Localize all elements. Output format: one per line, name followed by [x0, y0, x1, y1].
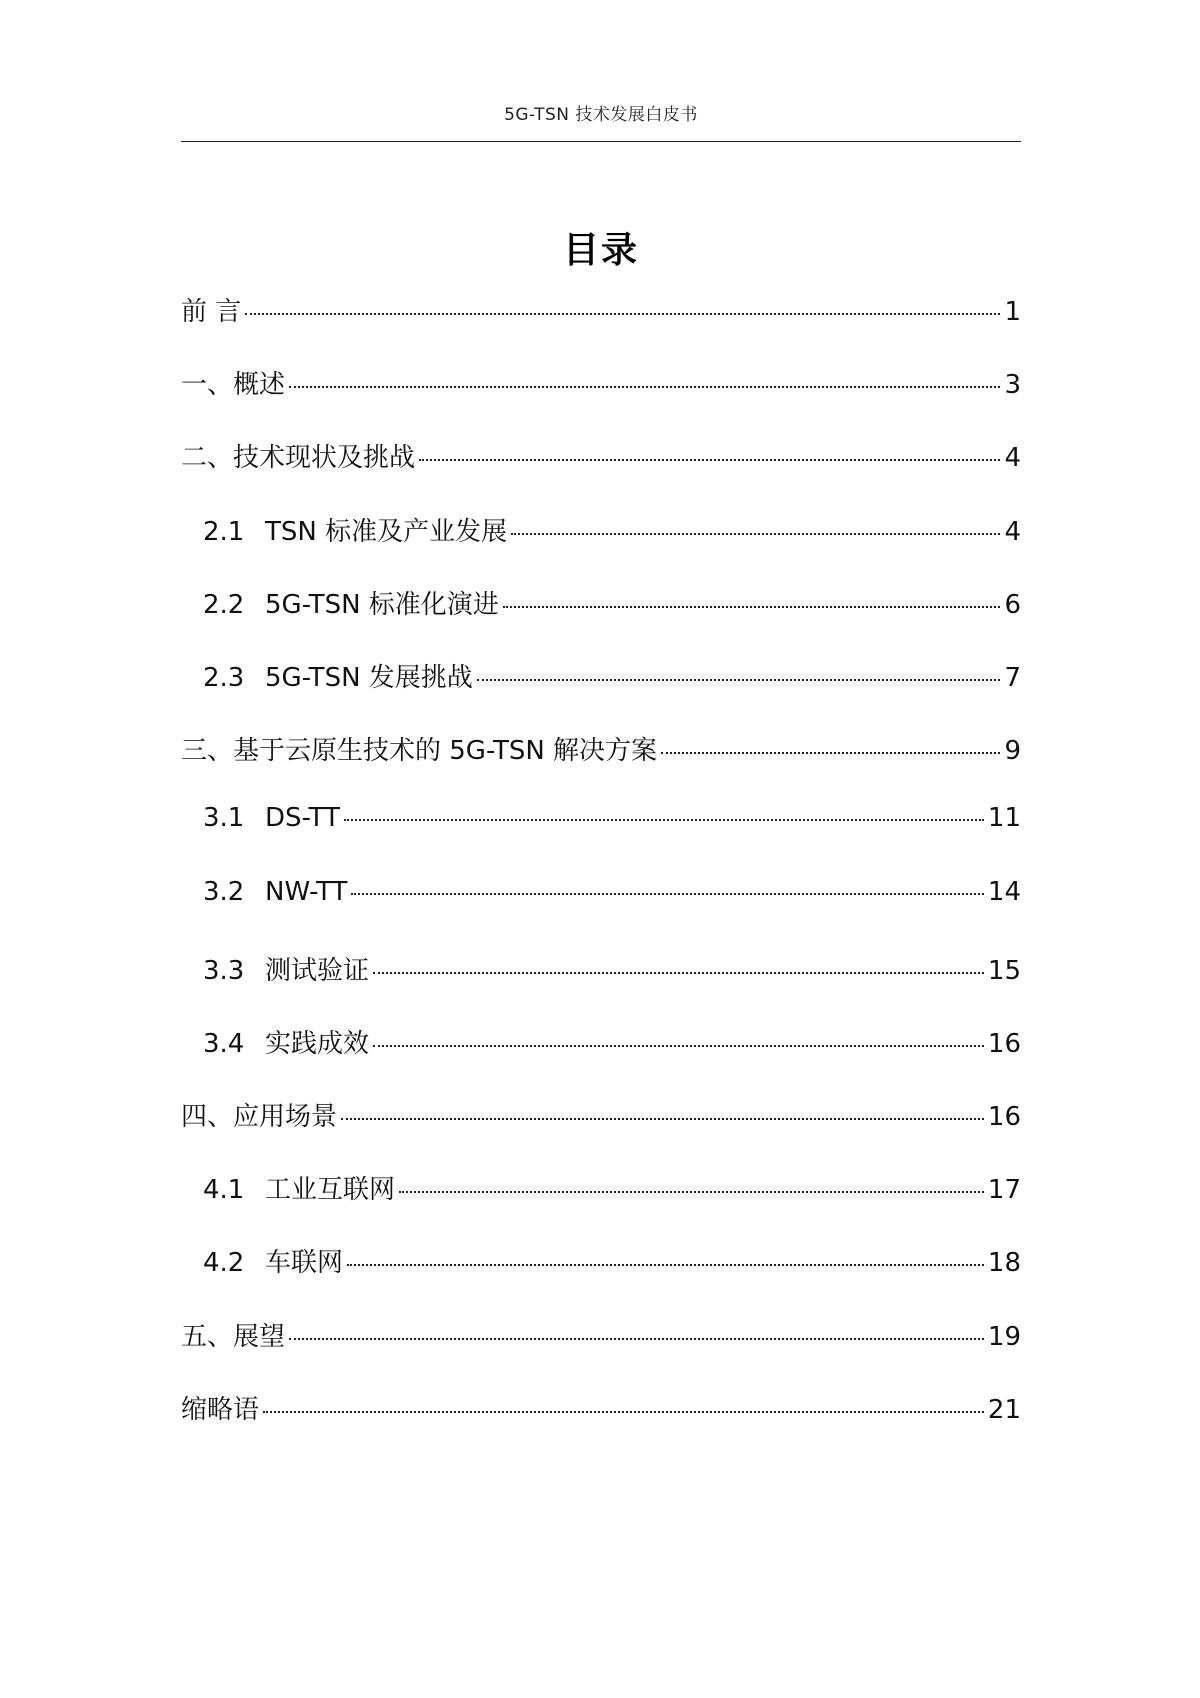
toc-dot-leader: [289, 386, 1000, 388]
toc-dot-leader: [373, 1045, 984, 1047]
toc-dot-leader: [661, 752, 1000, 754]
toc-dot-leader: [477, 679, 1001, 681]
toc-entry-label: 5G-TSN 发展挑战: [265, 662, 473, 693]
toc-entry-preface[interactable]: [181, 291, 1021, 364]
toc-entry-page: 21: [987, 1394, 1021, 1425]
toc-entry-label: 5G-TSN 标准化演进: [265, 589, 499, 620]
toc-entry-page: 11: [987, 803, 1021, 834]
toc-entry-page: 7: [1004, 662, 1021, 693]
toc-title: 目录: [562, 230, 639, 271]
toc-entry-label: NW-TT: [265, 876, 348, 907]
toc-entry-page: 15: [987, 955, 1021, 986]
toc-entry-page: 16: [987, 1102, 1021, 1133]
toc-entry-label: TSN 标准及产业发展: [265, 516, 508, 547]
toc-entry-abbreviations[interactable]: [181, 1389, 1021, 1462]
toc-entry-page: 4: [1004, 443, 1021, 474]
toc-entry-number: 3.1: [203, 803, 245, 834]
toc-dot-leader: [419, 459, 1000, 461]
toc-entry-page: 4: [1004, 516, 1021, 547]
toc-entry-label: 一、概述: [181, 370, 286, 401]
toc-dot-leader: [351, 893, 984, 895]
toc-entry-page: 18: [987, 1248, 1021, 1279]
toc-entry-3-3[interactable]: [181, 950, 1021, 1023]
running-header: 5G-TSN 技术发展白皮书: [504, 105, 698, 125]
toc-entry-page: 6: [1004, 589, 1021, 620]
table-of-contents: [181, 291, 1021, 1462]
toc-dot-leader: [289, 1338, 984, 1340]
toc-entry-page: 1: [1004, 297, 1021, 327]
toc-entry-4-1[interactable]: [181, 1169, 1021, 1242]
toc-entry-page: 9: [1004, 736, 1021, 767]
toc-dot-leader: [511, 533, 1000, 535]
toc-entry-label: 三、基于云原生技术的 5G-TSN 解决方案: [181, 736, 658, 767]
toc-dot-leader: [399, 1191, 984, 1193]
toc-entry-number: 4.1: [203, 1175, 245, 1206]
toc-entry-solution[interactable]: [181, 730, 1021, 803]
toc-entry-3-1[interactable]: [181, 803, 1021, 876]
toc-entry-label: 缩略语: [181, 1394, 260, 1425]
toc-entry-4-2[interactable]: [181, 1242, 1021, 1315]
toc-entry-number: 3.4: [203, 1028, 245, 1059]
toc-entry-label: 测试验证: [265, 955, 370, 986]
toc-entry-page: 16: [987, 1028, 1021, 1059]
toc-dot-leader: [344, 819, 984, 821]
toc-entry-label: 工业互联网: [265, 1175, 396, 1206]
toc-entry-scenarios[interactable]: [181, 1096, 1021, 1169]
toc-entry-label: 四、应用场景: [181, 1102, 338, 1133]
toc-entry-2-1[interactable]: [181, 511, 1021, 584]
toc-entry-3-2[interactable]: [181, 877, 1021, 950]
toc-entry-page: 3: [1004, 370, 1021, 401]
toc-entry-number: 2.1: [203, 516, 245, 547]
toc-entry-number: 2.2: [203, 589, 245, 620]
toc-entry-number: 2.3: [203, 662, 245, 693]
toc-entry-label: 二、技术现状及挑战: [181, 443, 416, 474]
toc-dot-leader: [341, 1118, 984, 1120]
toc-entry-overview[interactable]: [181, 364, 1021, 437]
toc-entry-label: 五、展望: [181, 1321, 286, 1352]
toc-entry-2-2[interactable]: [181, 584, 1021, 657]
toc-entry-label: 实践成效: [265, 1028, 370, 1059]
toc-dot-leader: [373, 972, 984, 974]
toc-entry-3-4[interactable]: [181, 1023, 1021, 1096]
toc-entry-outlook[interactable]: [181, 1316, 1021, 1389]
toc-entry-status-challenges[interactable]: [181, 437, 1021, 510]
toc-entry-page: 17: [987, 1175, 1021, 1206]
toc-entry-page: 14: [987, 876, 1021, 907]
header-rule: [181, 141, 1021, 142]
toc-entry-label: 车联网: [265, 1248, 344, 1279]
toc-dot-leader: [245, 313, 1000, 315]
toc-entry-page: 19: [987, 1321, 1021, 1352]
toc-entry-2-3[interactable]: [181, 657, 1021, 730]
toc-entry-number: 3.3: [203, 955, 245, 986]
toc-entry-number: 3.2: [203, 876, 245, 907]
toc-entry-number: 4.2: [203, 1248, 245, 1279]
toc-dot-leader: [503, 606, 1001, 608]
toc-entry-label: DS-TT: [265, 803, 340, 834]
toc-dot-leader: [263, 1411, 984, 1413]
toc-dot-leader: [347, 1264, 984, 1266]
toc-entry-label: 前 言: [181, 297, 242, 327]
